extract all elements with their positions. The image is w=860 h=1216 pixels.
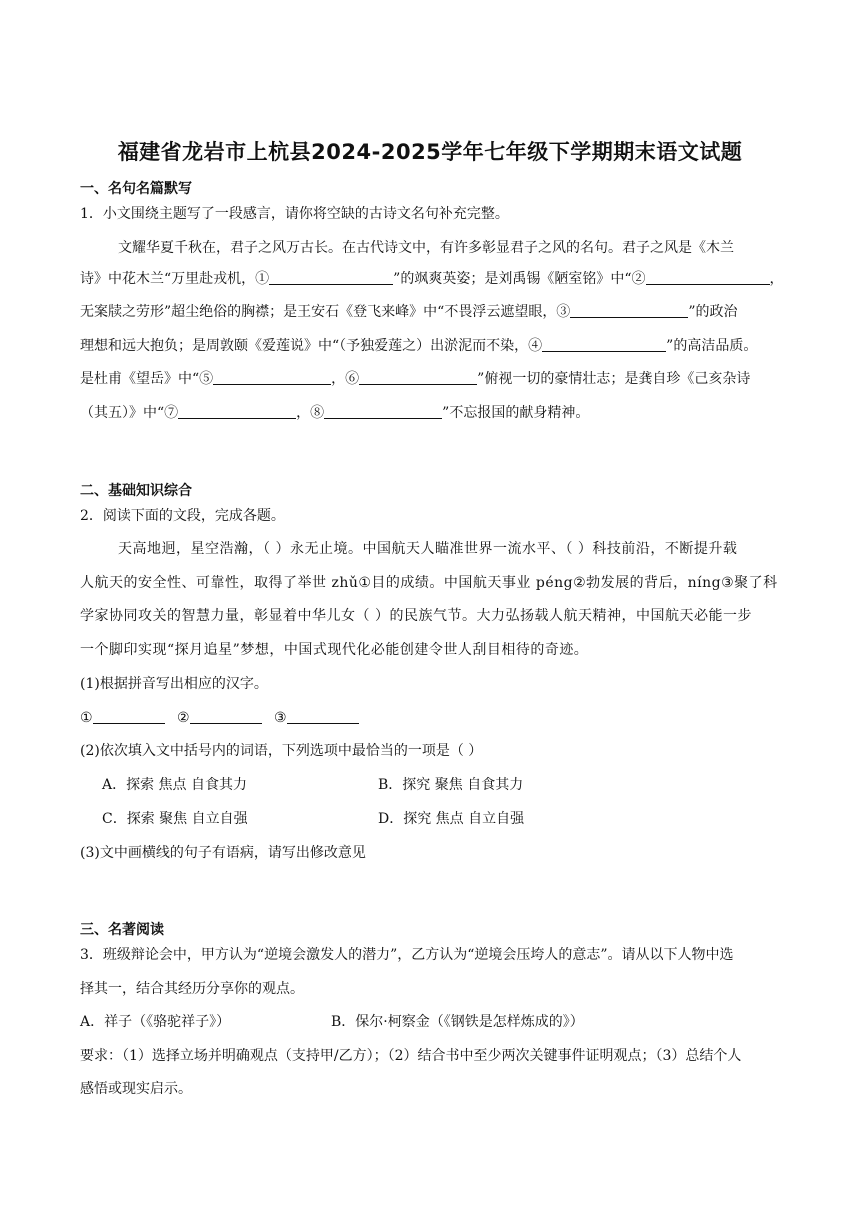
option-d[interactable]: D．探究 焦点 自立自强 (378, 811, 525, 827)
question-3-stem: 择其一，结合其经历分享你的观点。 (80, 981, 304, 997)
q1-text: 理想和远大抱负；是周敦颐《爱莲说》中“（予独爱莲之）出淤泥而不染，④ (80, 338, 543, 354)
q1-text: ”的高洁品质。 (666, 338, 758, 354)
q1-passage-line (80, 337, 757, 355)
section-heading-1: 一、名句名篇默写 (80, 181, 192, 197)
q1-text: ”的飒爽英姿；是刘禹锡《陋室铭》中“② (393, 271, 646, 287)
answer-blank[interactable] (93, 709, 165, 724)
q1-text: ，⑧ (296, 405, 325, 421)
q2-subquestion-3: (3)文中画横线的句子有语病，请写出修改意见 (80, 845, 366, 861)
blank-label: ③ (274, 710, 287, 726)
q2-passage-line: 人航天的安全性、可靠性，取得了举世 zhǔ①目的成绩。中国航天事业 péng②勃发展的背后，níng③聚了科 (80, 575, 778, 591)
q1-passage-line: 文耀华夏千秋在，君子之风万古长。在古代诗文中，有许多彰显君子之风的名句。君子之风是《木兰 (118, 240, 734, 256)
answer-blank[interactable] (324, 404, 442, 419)
option-a[interactable]: A．探索 焦点 自食其力 (102, 777, 248, 793)
section-heading-2: 二、基础知识综合 (80, 483, 192, 499)
q3-requirements: 感悟或现实启示。 (80, 1081, 192, 1097)
q2-pinyin-blanks (80, 709, 359, 727)
answer-blank[interactable] (542, 337, 666, 352)
answer-blank[interactable] (359, 370, 477, 385)
option-c[interactable]: C．探索 聚焦 自立自强 (102, 811, 248, 827)
q2-subquestion-2: (2)依次填入文中括号内的词语，下列选项中最恰当的一项是（ ） (80, 743, 483, 759)
answer-blank[interactable] (570, 303, 688, 318)
q1-text: 无案牍之劳形”超尘绝俗的胸襟；是王安石《登飞来峰》中“不畏浮云遮望眼，③ (80, 304, 571, 320)
answer-blank[interactable] (287, 709, 359, 724)
q2-subquestion-1: (1)根据拼音写出相应的汉字。 (80, 676, 268, 692)
answer-blank[interactable] (646, 270, 770, 285)
q3-requirements: 要求：（1）选择立场并明确观点（支持甲/乙方）；（2）结合书中至少两次关键事件证明观点；（3）总结个人 (80, 1048, 742, 1064)
q1-text: ， (769, 271, 784, 287)
page-title: 福建省龙岩市上杭县2024-2025学年七年级下学期期末语文试题 (117, 140, 743, 164)
q1-text: （其五）》中“⑦ (80, 405, 179, 421)
question-1-stem: 1．小文围绕主题写了一段感言，请你将空缺的古诗文名句补充完整。 (80, 206, 509, 222)
q1-passage-line (80, 404, 589, 422)
blank-label: ① (80, 710, 93, 726)
q1-passage-line (80, 303, 737, 321)
question-2-stem: 2．阅读下面的文段，完成各题。 (80, 508, 285, 524)
q2-passage-line: 天高地迥，星空浩瀚，（ ）永无止境。中国航天人瞄准世界一流水平、（ ）科技前沿，不断提升载 (118, 541, 738, 557)
q3-option-b[interactable]: B．保尔·柯察金（《钢铁是怎样炼成的》） (331, 1014, 584, 1030)
q1-text: ”俯视一切的豪情壮志；是龚自珍《己亥杂诗 (477, 371, 751, 387)
answer-blank[interactable] (190, 709, 262, 724)
answer-blank[interactable] (269, 270, 393, 285)
q1-passage-line (80, 270, 784, 288)
q2-passage-line: 一个脚印实现“探月追星”梦想，中国式现代化必能创建令世人刮目相待的奇迹。 (80, 642, 589, 658)
q1-text: ”不忘报国的献身精神。 (442, 405, 590, 421)
q1-text: ”的政治 (688, 304, 738, 320)
q1-passage-line (80, 370, 750, 388)
q1-text: 是杜甫《望岳》中“⑤ (80, 371, 214, 387)
q2-passage-line: 学家协同攻关的智慧力量，彰显着中华儿女（ ）的民族气节。大力弘扬载人航天精神，中国航天必能一步 (80, 608, 752, 624)
option-b[interactable]: B．探究 聚焦 自食其力 (378, 777, 524, 793)
q1-text: 诗》中花木兰“万里赴戎机，① (80, 271, 270, 287)
section-heading-3: 三、名著阅读 (80, 922, 164, 938)
question-3-stem: 3．班级辩论会中，甲方认为“逆境会激发人的潜力”，乙方认为“逆境会压垮人的意志”。请从以下人物中选 (80, 947, 734, 963)
blank-label: ② (177, 710, 190, 726)
q3-option-a[interactable]: A．祥子（《骆驼祥子》） (80, 1014, 231, 1030)
answer-blank[interactable] (213, 370, 331, 385)
answer-blank[interactable] (178, 404, 296, 419)
q1-text: ，⑥ (331, 371, 360, 387)
